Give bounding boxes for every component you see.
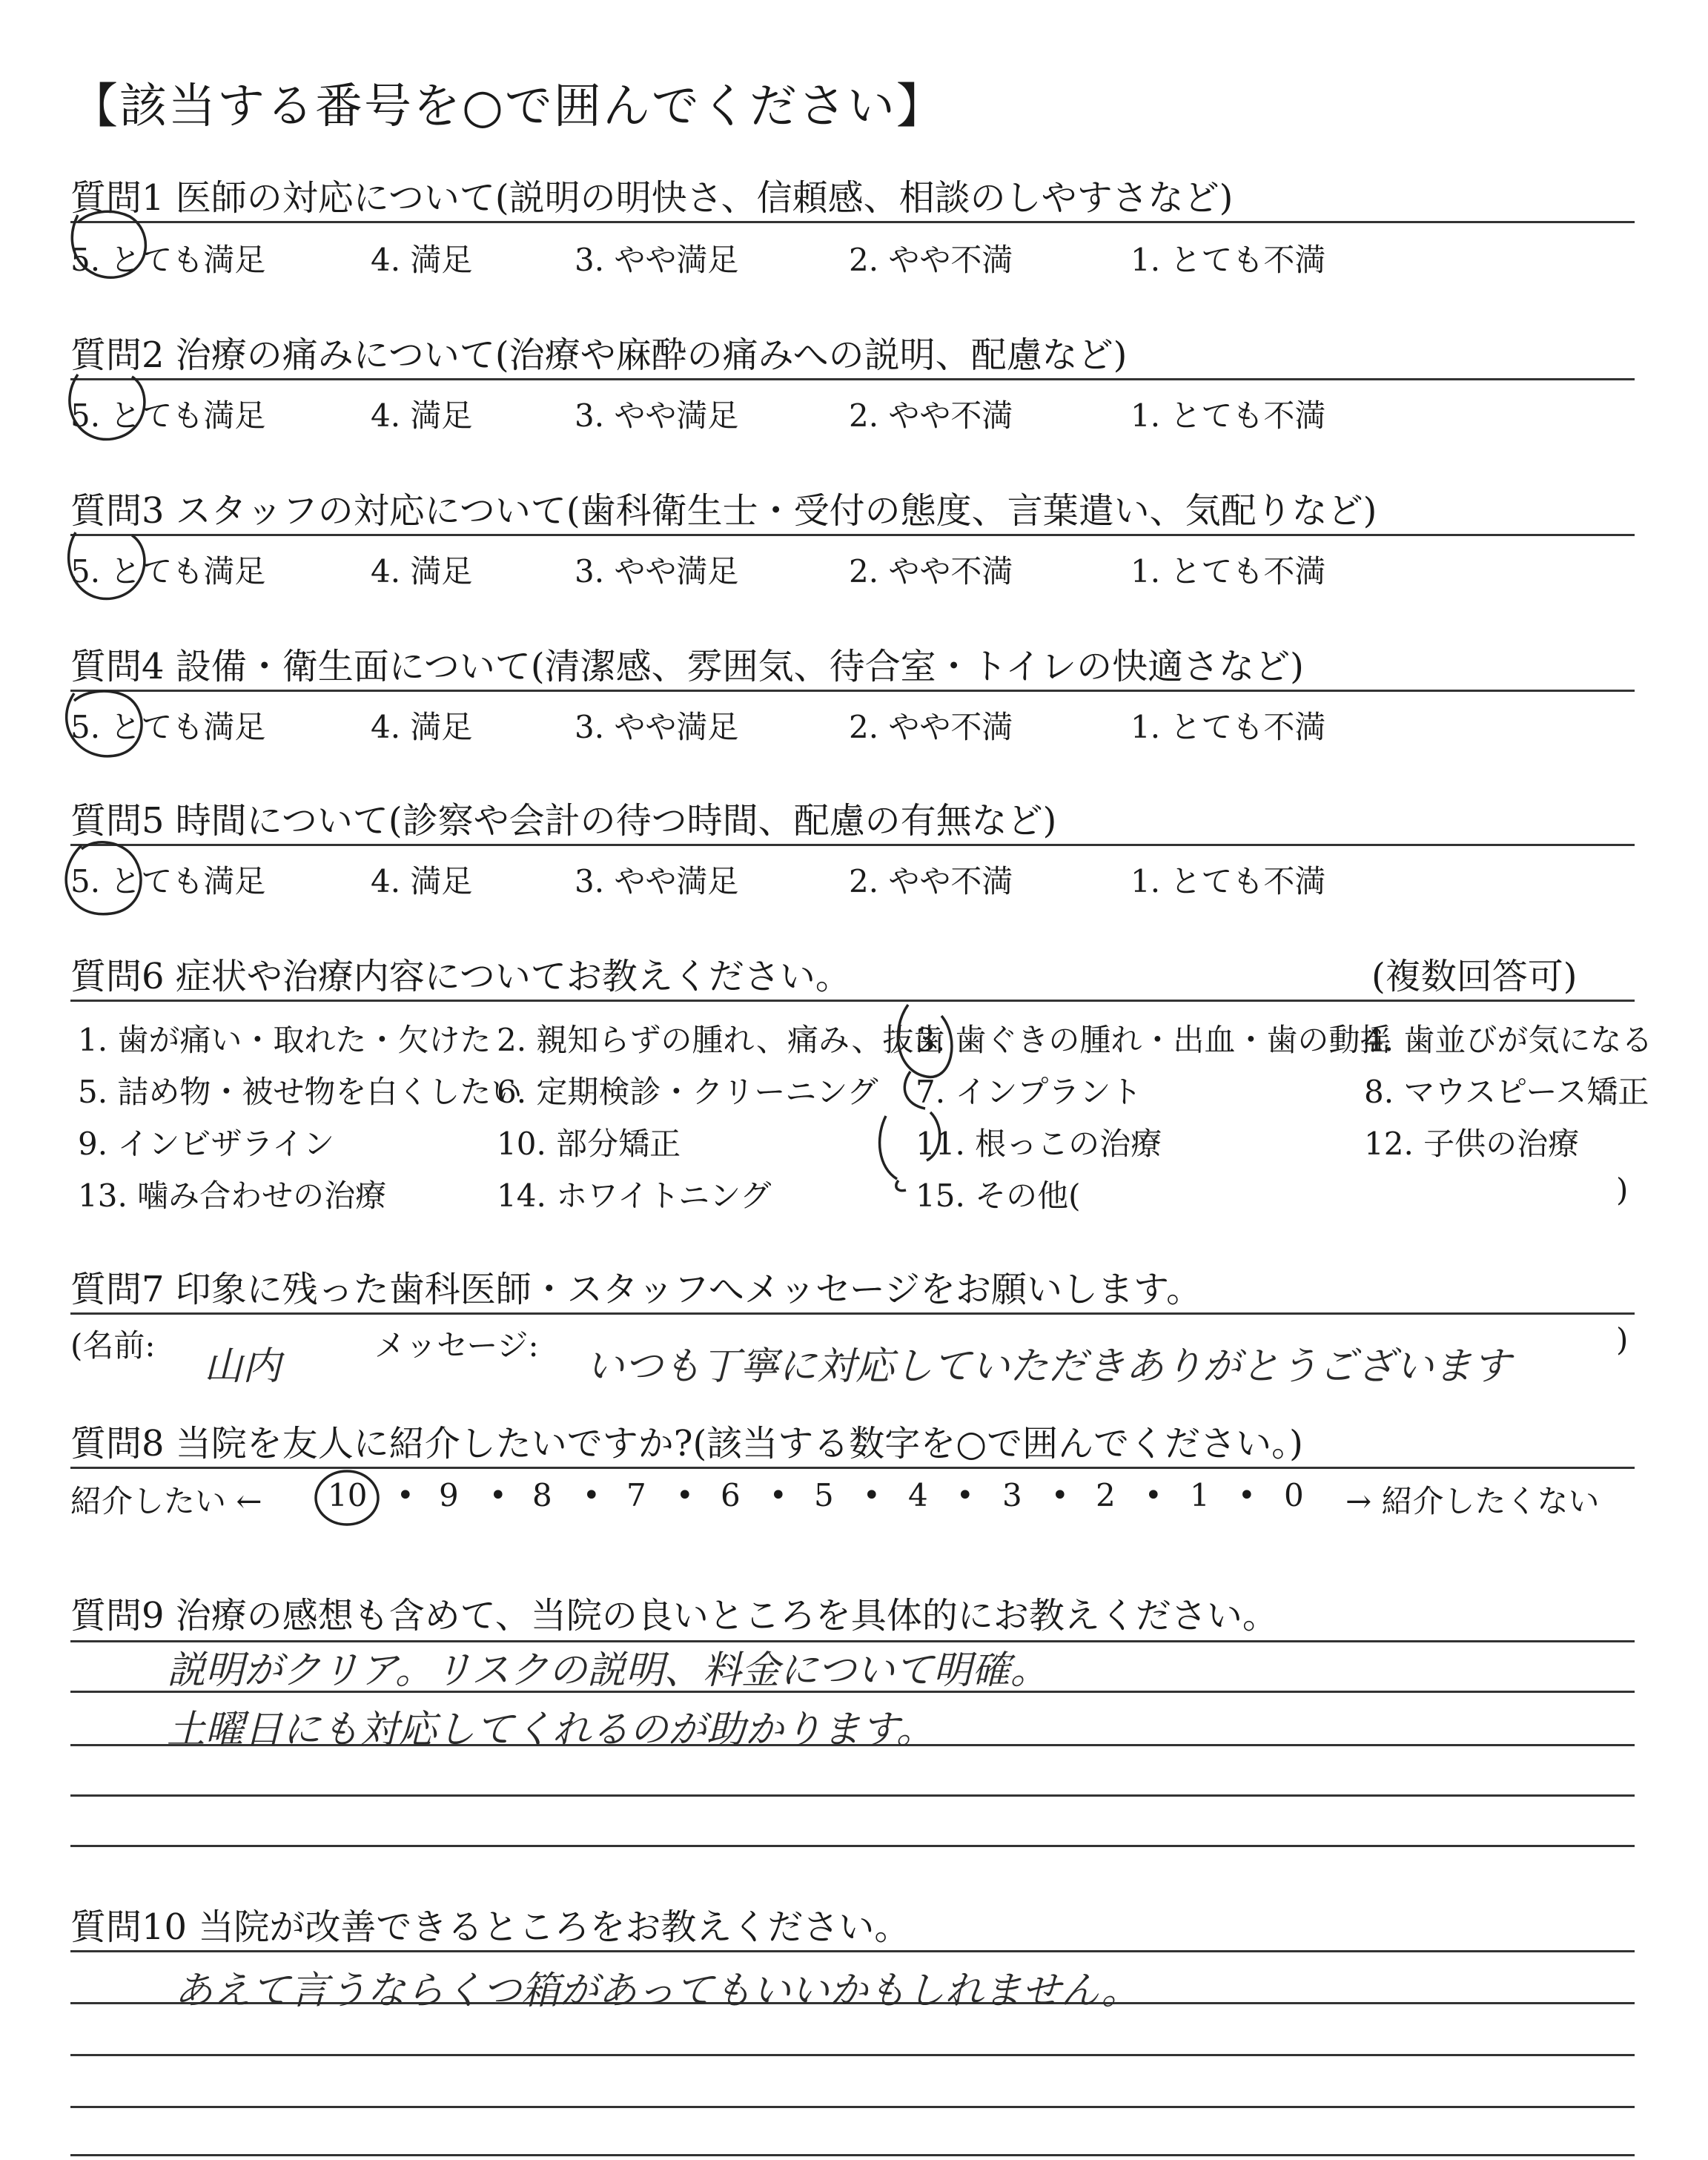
q4-option-4[interactable]: 4. 満足 (371, 709, 473, 745)
q3-option-3[interactable]: 3. やや満足 (575, 553, 739, 589)
q4-option-1[interactable]: 1. とても不満 (1131, 709, 1326, 745)
q2-option-3[interactable]: 3. やや満足 (575, 397, 739, 434)
q10-answer[interactable]: あえて言うならくつ箱があってもいいかもしれません。 (174, 1969, 1140, 2013)
question-3: 質問3 スタッフの対応について(歯科衛生士・受付の態度、言葉遣い、気配りなど) (70, 490, 1377, 532)
question-10: 質問10 当院が改善できるところをお教えください。 (70, 1906, 910, 1948)
scale-0[interactable]: 0 (1284, 1477, 1304, 1513)
q3-option-1[interactable]: 1. とても不満 (1131, 553, 1326, 589)
q6-item-4[interactable]: 4. 歯並びが気になる (1364, 1022, 1653, 1058)
question-1: 質問1 医師の対応について(説明の明快さ、信頼感、相談のしやすさなど) (70, 177, 1234, 219)
scale-dot: • (1145, 1479, 1162, 1513)
q9-answer-line-1[interactable]: 説明がクリア。リスクの説明、料金について明確。 (167, 1648, 1049, 1693)
scale-dot: • (489, 1479, 507, 1513)
q6-item-15[interactable]: 15. その他( (916, 1178, 1081, 1214)
q5-option-2[interactable]: 2. やや不満 (849, 863, 1013, 899)
scale-7[interactable]: 7 (626, 1477, 646, 1513)
q2-option-5[interactable]: 5. とても満足 (70, 397, 266, 434)
scale-2[interactable]: 2 (1096, 1477, 1116, 1513)
q4-option-5[interactable]: 5. とても満足 (70, 709, 266, 745)
circle-mark-q6-7 (904, 1071, 925, 1109)
name-label: (名前: (70, 1327, 156, 1364)
scale-9[interactable]: 9 (439, 1477, 459, 1513)
question-7: 質問7 印象に残った歯科医師・スタッフへメッセージをお願いします。 (70, 1269, 1202, 1310)
question-4: 質問4 設備・衛生面について(清潔感、雰囲気、待合室・トイレの快適さなど) (70, 646, 1304, 687)
circle-mark-q6-3 (898, 1005, 952, 1077)
circle-mark-q6-11 (880, 1112, 940, 1179)
q6-item-5[interactable]: 5. 詰め物・被せ物を白くしたい (78, 1074, 523, 1110)
circle-mark-q8 (316, 1471, 378, 1525)
question-6: 質問6 症状や治療内容についてお教えください。 (70, 956, 851, 997)
q6-item-8[interactable]: 8. マウスピース矯正 (1364, 1074, 1649, 1110)
q1-option-2[interactable]: 2. やや不満 (849, 242, 1013, 278)
q6-item-7[interactable]: 7. インプラント (916, 1074, 1142, 1110)
q5-option-3[interactable]: 3. やや満足 (575, 863, 739, 899)
circle-mark-q1 (72, 211, 145, 277)
scale-1[interactable]: 1 (1190, 1477, 1210, 1513)
circle-mark-q6-15 (896, 1180, 906, 1191)
form-title: 【該当する番号を○で囲んでください】 (70, 79, 945, 134)
q1-option-1[interactable]: 1. とても不満 (1131, 242, 1326, 278)
question-5: 質問5 時間について(診察や会計の待つ時間、配慮の有無など) (70, 800, 1057, 842)
q3-option-2[interactable]: 2. やや不満 (849, 553, 1013, 589)
q6-item-2[interactable]: 2. 親知らずの腫れ、痛み、抜歯 (497, 1022, 945, 1058)
question-2: 質問2 治療の痛みについて(治療や麻酔の痛みへの説明、配慮など) (70, 334, 1128, 376)
circle-mark-q3 (69, 532, 145, 599)
message-close-paren: ) (1616, 1321, 1629, 1358)
q2-option-4[interactable]: 4. 満足 (371, 397, 473, 434)
q6-item-14[interactable]: 14. ホワイトニング (497, 1178, 772, 1214)
q5-option-1[interactable]: 1. とても不満 (1131, 863, 1326, 899)
q2-option-2[interactable]: 2. やや不満 (849, 397, 1013, 434)
q6-item-12[interactable]: 12. 子供の治療 (1364, 1126, 1580, 1162)
q6-item-1[interactable]: 1. 歯が痛い・取れた・欠けた (78, 1022, 491, 1058)
message-value[interactable]: いつも丁寧に対応していただきありがとうございます (586, 1344, 1512, 1389)
scale-dot: • (397, 1479, 414, 1513)
multiple-answers-note: (複数回答可) (1371, 956, 1578, 997)
q6-item-10[interactable]: 10. 部分矯正 (497, 1126, 681, 1162)
scale-dot: • (769, 1479, 787, 1513)
q1-option-4[interactable]: 4. 満足 (371, 242, 473, 278)
circle-mark-q5 (66, 842, 141, 914)
q6-other-close-paren: ) (1616, 1172, 1629, 1208)
q6-item-6[interactable]: 6. 定期検診・クリーニング (497, 1074, 878, 1110)
scale-dot: • (1238, 1479, 1256, 1513)
scale-4[interactable]: 4 (908, 1477, 928, 1513)
question-9: 質問9 治療の感想も含めて、当院の良いところを具体的にお教えください。 (70, 1595, 1278, 1636)
scale-dot: • (956, 1479, 974, 1513)
scale-dot: • (583, 1479, 600, 1513)
message-label: メッセージ: (374, 1327, 539, 1364)
q6-item-9[interactable]: 9. インビザライン (78, 1126, 335, 1162)
scale-5[interactable]: 5 (814, 1477, 834, 1513)
q6-item-11[interactable]: 11. 根っこの治療 (916, 1126, 1162, 1162)
q6-item-3[interactable]: 3. 歯ぐきの腫れ・出血・歯の動揺 (916, 1022, 1391, 1058)
question-8: 質問8 当院を友人に紹介したいですか?(該当する数字を○で囲んでください。) (70, 1423, 1303, 1464)
q5-option-5[interactable]: 5. とても満足 (70, 863, 266, 899)
scale-6[interactable]: 6 (721, 1477, 741, 1513)
name-value[interactable]: 山内 (204, 1344, 282, 1389)
scale-dot: • (1051, 1479, 1069, 1513)
q1-option-3[interactable]: 3. やや満足 (575, 242, 739, 278)
q3-option-5[interactable]: 5. とても満足 (70, 553, 266, 589)
scale-dot: • (676, 1479, 694, 1513)
scale-10[interactable]: 10 (328, 1477, 368, 1513)
q6-item-13[interactable]: 13. 噛み合わせの治療 (78, 1178, 387, 1214)
q4-option-3[interactable]: 3. やや満足 (575, 709, 739, 745)
scale-3[interactable]: 3 (1002, 1477, 1022, 1513)
circle-mark-q4 (67, 691, 142, 756)
q2-option-1[interactable]: 1. とても不満 (1131, 397, 1326, 434)
recommend-right-label: → 紹介したくない (1345, 1483, 1600, 1519)
q4-option-2[interactable]: 2. やや不満 (849, 709, 1013, 745)
scale-8[interactable]: 8 (532, 1477, 552, 1513)
q5-option-4[interactable]: 4. 満足 (371, 863, 473, 899)
q1-option-5[interactable]: 5. とても満足 (70, 242, 266, 278)
q3-option-4[interactable]: 4. 満足 (371, 553, 473, 589)
recommend-left-label: 紹介したい ← (70, 1483, 262, 1519)
q9-answer-line-2[interactable]: 土曜日にも対応してくれるのが助かります。 (167, 1708, 935, 1752)
circle-mark-q2 (70, 374, 145, 440)
scale-dot: • (863, 1479, 881, 1513)
